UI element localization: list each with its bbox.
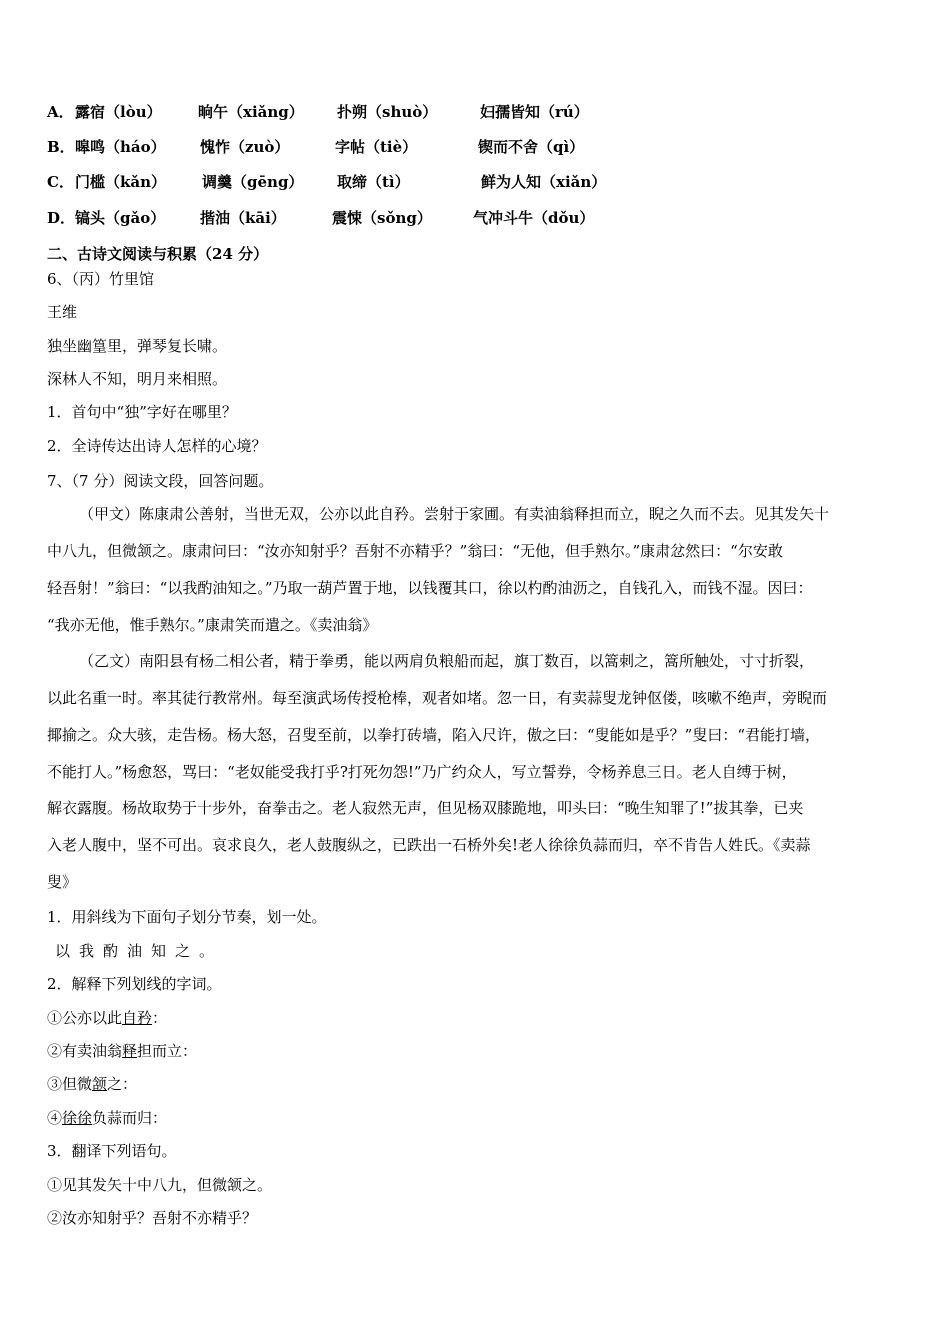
word-context: 但微 bbox=[62, 1075, 93, 1093]
option-letter: D． bbox=[47, 209, 76, 227]
option-letter: A． bbox=[47, 103, 74, 121]
yi-text-line: 揶揄之。众大骇，走告杨。杨大怒，召叟至前，以拳打砖墙，陷入尺许，傲之曰：“叟能如是乎？”叟曰：“君能打墙， bbox=[47, 726, 821, 744]
q7-sub-question: 2．解释下列划线的字词。 bbox=[47, 975, 222, 993]
word-item bbox=[47, 1074, 137, 1094]
option-letter: C． bbox=[47, 173, 74, 191]
option-item: 取缔（tì） bbox=[337, 173, 410, 191]
option-item: 揩油（kāi） bbox=[200, 209, 286, 227]
option-item: 妇孺皆知（rú） bbox=[480, 103, 589, 121]
underlined-word: 颔 bbox=[92, 1075, 108, 1093]
q6-author: 王维 bbox=[47, 303, 78, 321]
option-letter: B． bbox=[47, 138, 75, 156]
section-heading: 二、古诗文阅读与积累（24 分） bbox=[47, 245, 269, 263]
q7-sub-question: 1．用斜线为下面句子划分节奏，划一处。 bbox=[47, 908, 327, 926]
q7-sub-question: 3．翻译下列语句。 bbox=[47, 1142, 177, 1160]
option-item: 鲜为人知（xiǎn） bbox=[481, 173, 607, 191]
jia-text-line: 轻吾射！”翁曰：“以我酌油知之。”乃取一葫芦置于地，以钱覆其口，徐以杓酌油沥之，自钱孔入，而钱不湿。因曰： bbox=[47, 579, 813, 597]
q6-poem-line: 独坐幽篁里，弹琴复长啸。 bbox=[47, 337, 228, 355]
option-item: 调羹（gēng） bbox=[202, 173, 304, 191]
q7-title: 7、（7 分）阅读文段，回答问题。 bbox=[47, 472, 274, 490]
option-item: 门槛（kǎn） bbox=[75, 173, 167, 191]
underlined-word: 徐徐 bbox=[62, 1109, 93, 1127]
jia-text-line: （甲文）陈康肃公善射，当世无双，公亦以此自矜。尝射于家圃。有卖油翁释担而立，睨之久而不去。见其发矢十 bbox=[79, 505, 830, 523]
option-item: 镐头（gǎo） bbox=[75, 209, 166, 227]
option-item: 字帖（tiè） bbox=[335, 138, 418, 156]
jia-text-line: 中八九，但微颔之。康肃问曰：“汝亦知射乎？吾射不亦精乎？”翁曰：“无他，但手熟尔。”康肃忿然曰：“尔安敢 bbox=[47, 542, 783, 560]
word-item bbox=[47, 1108, 167, 1128]
word-context: ： bbox=[152, 1009, 168, 1027]
option-item: 锲而不舍（qì） bbox=[478, 138, 585, 156]
yi-text-line: 解衣露腹。杨故取势于十步外，奋拳击之。老人寂然无声，但见杨双膝跪地，叩头曰：“晚生知罪了!”拔其拳，已夹 bbox=[47, 799, 804, 817]
option-item: 露宿（lòu） bbox=[75, 103, 162, 121]
option-item: 气冲斗牛（dǒu） bbox=[473, 209, 595, 227]
option-item: 晌午（xiǎng） bbox=[198, 103, 304, 121]
translate-item bbox=[47, 1208, 257, 1228]
word-context: 担而立： bbox=[137, 1042, 198, 1060]
word-context: 之： bbox=[107, 1075, 138, 1093]
translate-sentence: 汝亦知射乎？吾射不亦精乎？ bbox=[62, 1209, 258, 1227]
word-context: 负蒜而归： bbox=[92, 1109, 168, 1127]
word-item bbox=[47, 1008, 167, 1028]
item-number: ④ bbox=[47, 1109, 63, 1127]
item-number: ② bbox=[47, 1042, 63, 1060]
option-item: 愧怍（zuò） bbox=[200, 138, 290, 156]
q6-title: 6、（丙）竹里馆 bbox=[47, 270, 155, 288]
word-context: 公亦以此 bbox=[62, 1009, 123, 1027]
yi-text-line: 不能打人。”杨愈怒，骂曰：“老奴能受我打乎?打死勿怨!”乃广约众人，写立誓券，令杨养息三日。老人自缚于树， bbox=[47, 763, 797, 781]
option-item: 扑朔（shuò） bbox=[337, 103, 438, 121]
translate-sentence: 见其发矢十中八九，但微颔之。 bbox=[62, 1176, 273, 1194]
option-item: 嗥鸣（háo） bbox=[75, 138, 166, 156]
underlined-word: 自矜 bbox=[122, 1009, 153, 1027]
q6-sub-question: 1．首句中“独”字好在哪里？ bbox=[47, 403, 237, 421]
translate-item bbox=[47, 1175, 272, 1195]
yi-text-line: 以此名重一时。率其徒行教常州。每至演武场传授枪棒，观者如堵。忽一日，有卖蒜叟龙钟伛偻，咳嗽不绝声，旁睨而 bbox=[47, 689, 828, 707]
word-item bbox=[47, 1041, 197, 1061]
item-number: ② bbox=[47, 1209, 63, 1227]
q6-poem-line: 深林人不知，明月来相照。 bbox=[47, 370, 228, 388]
item-number: ③ bbox=[47, 1075, 63, 1093]
item-number: ① bbox=[47, 1009, 63, 1027]
q6-sub-question: 2．全诗传达出诗人怎样的心境？ bbox=[47, 437, 267, 455]
yi-text-line: 叟》 bbox=[47, 873, 78, 891]
underlined-word: 释 bbox=[122, 1042, 138, 1060]
rhythm-sentence: 以我酌油知之。 bbox=[55, 942, 224, 960]
yi-text-line: （乙文）南阳县有杨二相公者，精于拳勇，能以两肩负粮船而起，旗丁数百，以篙刺之，篙所触处，寸寸折裂， bbox=[79, 652, 815, 670]
option-item: 震悚（sǒng） bbox=[332, 209, 432, 227]
word-context: 有卖油翁 bbox=[62, 1042, 123, 1060]
yi-text-line: 入老人腹中，坚不可出。哀求良久，老人鼓腹纵之，已跌出一石桥外矣!老人徐徐负蒜而归，卒不肯告人姓氏。《卖蒜 bbox=[47, 836, 811, 854]
item-number: ① bbox=[47, 1176, 63, 1194]
jia-text-line: “我亦无他，惟手熟尔。”康肃笑而遣之。《卖油翁》 bbox=[47, 616, 378, 634]
